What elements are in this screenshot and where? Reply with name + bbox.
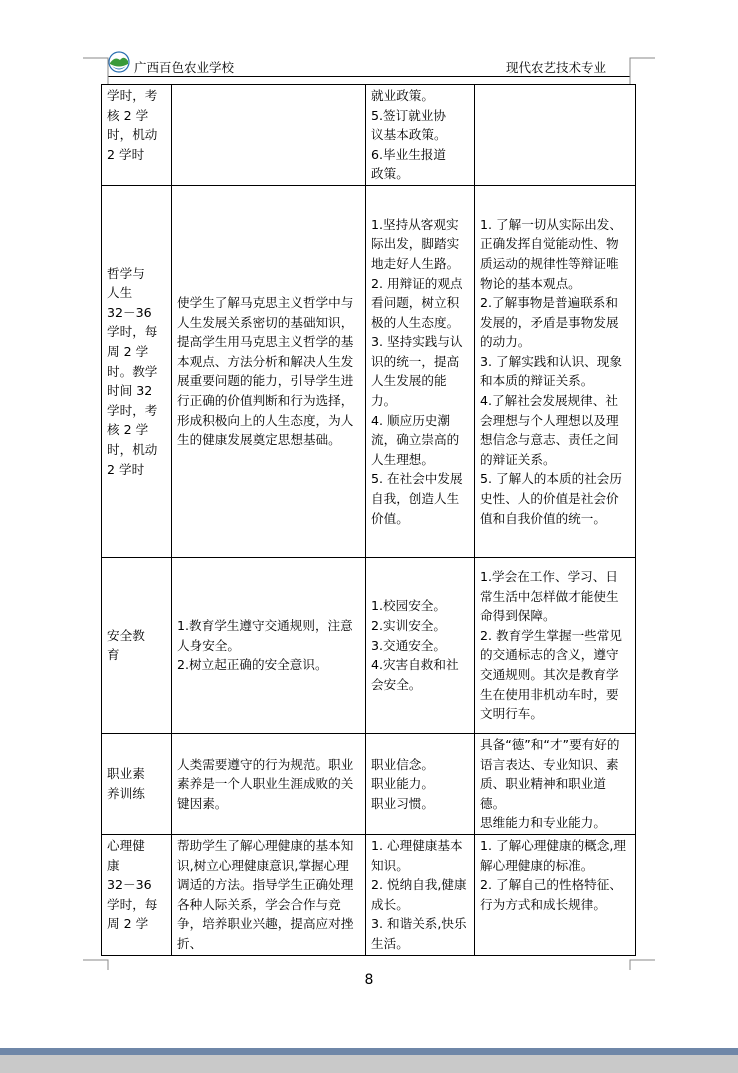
- table-row: [102, 85, 636, 186]
- school-name: 广西百色农业学校: [134, 60, 235, 75]
- page-number: 8: [364, 972, 374, 988]
- cell-text: 1.校园安全。 2.实训安全。 3.交通安全。 4.灾害自救和社会安全。: [371, 598, 459, 692]
- cell-text: 1. 心理健康基本知识。 2. 悦纳自我,健康成长。 3. 和谐关系,快乐生活。: [371, 837, 467, 951]
- course-content-cell: [366, 85, 475, 186]
- window-bottom-bar: [0, 1048, 738, 1055]
- cell-text: 1.学会在工作、学习、日常生活中怎样做才能使生命得到保障。 2. 教育学生掌握一些常见的交通标志的含义，遵守交通规则。其次是教育学生在使用非机动车时，要文明行车。: [480, 569, 622, 722]
- course-name-cell: [102, 557, 172, 733]
- cell-text: 职业信念。 职业能力。 职业习惯。: [371, 756, 434, 811]
- course-content-cell: [366, 834, 475, 955]
- table-row: [102, 557, 636, 733]
- school-logo-icon: [108, 51, 130, 73]
- course-goal-cell: [172, 733, 366, 834]
- window-status-strip: [0, 1055, 738, 1073]
- course-requirement-cell: [475, 185, 636, 557]
- course-requirement-cell: [475, 85, 636, 186]
- table-row: [102, 185, 636, 557]
- cell-text: 帮助学生了解心理健康的基本知识,树立心理健康意识,掌握心理调适的方法。指导学生正确处理各种人际关系，学会合作与竞争，培养职业兴趣，提高应对挫折、: [177, 837, 354, 951]
- course-content-cell: [366, 557, 475, 733]
- table-row: [102, 834, 636, 955]
- course-requirement-cell: [475, 834, 636, 955]
- table-row: [102, 733, 636, 834]
- course-content-cell: [366, 185, 475, 557]
- course-goal-cell: [172, 185, 366, 557]
- cell-text: 使学生了解马克思主义哲学中与人生发展关系密切的基础知识，提高学生用马克思主义哲学的基本观点、方法分析和解决人生发展重要问题的能力，引导学生进行正确的价值判断和行为选择，形成积极向上的人生态度，为人生的健康发展奠定思想基础。: [177, 295, 354, 448]
- cell-text: 就业政策。 5.签订就业协 议基本政策。 6.毕业生报道 政策。: [371, 88, 447, 182]
- course-table: [101, 84, 636, 956]
- course-name-cell: [102, 733, 172, 834]
- cell-text: 心理健 康 32－36 学时，每 周 2 学: [107, 837, 158, 932]
- cell-text: 学时，考 核 2 学 时，机动 2 学时: [107, 88, 158, 162]
- cell-text: 1.坚持从客观实际出发，脚踏实地走好人生路。 2. 用辩证的观点看问题，树立积极的人生态度。 3. 坚持实践与认识的统一，提高人生发展的能力。 4. 顺应历史潮流，确立崇高的人生理想。 5. 在社会中发展自我，创造人生价值。: [371, 216, 463, 526]
- cell-text: 人类需要遵守的行为规范。职业素养是一个人职业生涯成败的关键因素。: [177, 756, 354, 811]
- course-goal-cell: [172, 85, 366, 186]
- page-header: [108, 50, 630, 77]
- cell-text: 1. 了解心理健康的概念,理解心理健康的标准。 2. 了解自己的性格特征、行为方式和成长规律。: [480, 837, 626, 912]
- course-requirement-cell: [475, 733, 636, 834]
- cell-text: 职业素 养训练: [107, 766, 145, 801]
- course-name-cell: [102, 185, 172, 557]
- cell-text: 1. 了解一切从实际出发、正确发挥自觉能动性、物质运动的规律性等辩证唯物论的基本观点。 2.了解事物是普遍联系和发展的，矛盾是事物发展的动力。 3. 了解实践和认识、现象和本质的辩证关系。 4.了解社会发展规律、社会理想与个人理想以及理想信念与意志、责任之间的辩证关系。 5. 了解人的本质的社会历史性、人的价值是社会价值和自我价值的统一。: [480, 216, 622, 526]
- cell-text: 安全教 育: [107, 627, 145, 663]
- cell-text: 1.教育学生遵守交通规则，注意人身安全。 2.树立起正确的安全意识。: [177, 618, 353, 673]
- course-requirement-cell: [475, 557, 636, 733]
- course-goal-cell: [172, 834, 366, 955]
- course-goal-cell: [172, 557, 366, 733]
- cell-text: 具备“德”和“才”要有好的语言表达、专业知识、素质、职业精神和职业道德。 思维能力和专业能力。: [480, 736, 620, 831]
- cell-text: 哲学与 人生 32－36 学时，每 周 2 学 时。教学 时间 32 学时，考 核 2 学 时，机动 2 学时: [107, 265, 158, 477]
- course-name-cell: [102, 85, 172, 186]
- course-name-cell: [102, 834, 172, 955]
- course-content-cell: [366, 733, 475, 834]
- major-name: 现代农艺技术专业: [505, 60, 606, 75]
